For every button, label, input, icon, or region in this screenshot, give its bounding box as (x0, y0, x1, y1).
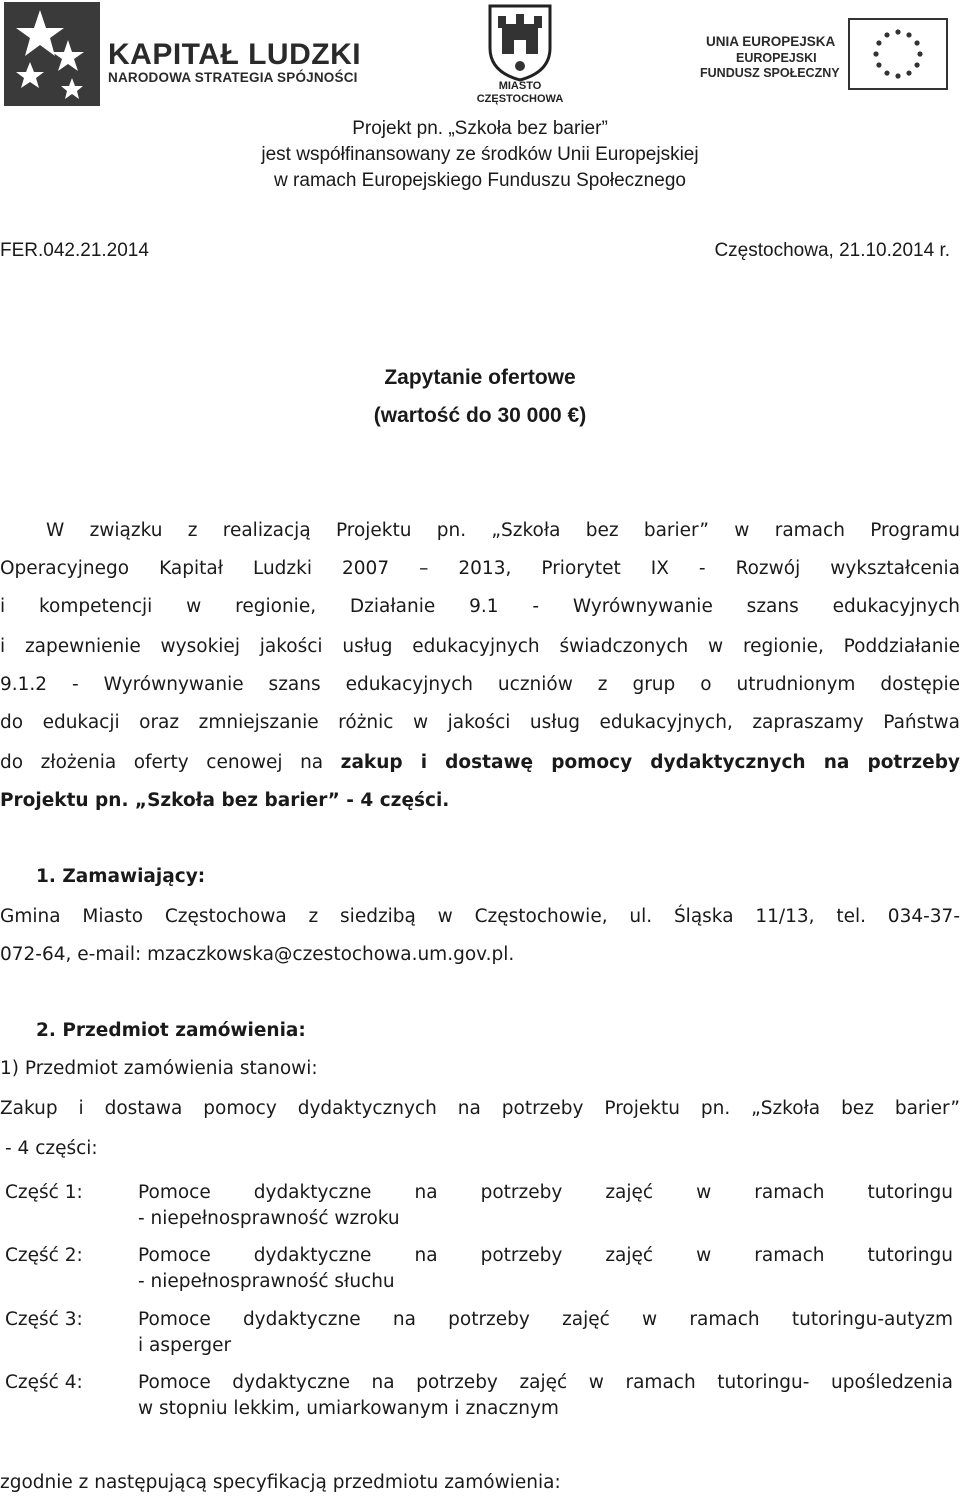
part-3-line-1: Pomoce dydaktyczne na potrzeby zajęć w ramach tutoringu-autyzm (138, 1309, 953, 1330)
eu-union-label: UNIA EUROPEJSKA (706, 34, 836, 49)
eu-star-icon (876, 40, 881, 45)
section-1-heading: 1. Zamawiający: (36, 866, 206, 887)
part-1-line-1: Pomoce dydaktyczne na potrzeby zajęć w ramach tutoringu (138, 1182, 953, 1203)
part-4-line-2: w stopniu lekkim, umiarkowanym i znacznym (138, 1398, 559, 1419)
reference-number: FER.042.21.2014 (0, 240, 149, 261)
eu-star-icon (876, 62, 881, 67)
section-2-subheading: 1) Przedmiot zamówienia stanowi: (0, 1058, 318, 1079)
part-3-line-2: i asperger (138, 1335, 232, 1356)
part-2-label: Część 2: (5, 1245, 83, 1266)
eu-star-icon (884, 70, 889, 75)
section-2-heading: 2. Przedmiot zamówienia: (36, 1020, 306, 1041)
eu-fund-label-2: FUNDUSZ SPOŁECZNY (700, 66, 840, 80)
part-2-line-1: Pomoce dydaktyczne na potrzeby zajęć w ramach tutoringu (138, 1245, 953, 1266)
part-1-label: Część 1: (5, 1182, 83, 1203)
intro-line-4: i zapewnienie wysokiej jakości usług edukacyjnych świadczonych w regionie, Poddziałanie (0, 636, 960, 657)
part-3-label: Część 3: (5, 1309, 83, 1330)
eu-star-icon (873, 51, 878, 56)
document-subtitle: (wartość do 30 000 €) (373, 404, 587, 427)
part-4-line-1: Pomoce dydaktyczne na potrzeby zajęć w ramach tutoringu- upośledzenia (138, 1372, 953, 1393)
header-line-2: jest współfinansowany ze środków Unii Europejskiej (261, 144, 699, 165)
eu-star-icon (895, 29, 900, 34)
document-title: Zapytanie ofertowe (384, 366, 576, 389)
section-2-line-2: - 4 części: (5, 1138, 98, 1159)
eu-star-icon (914, 62, 919, 67)
intro-line-1: W związku z realizacją Projektu pn. „Szkoła bez barier” w ramach Programu (46, 520, 960, 541)
part-4-label: Część 4: (5, 1372, 83, 1393)
kapital-ludzki-name: KAPITAŁ LUDZKI (108, 38, 362, 71)
city-name-line1: MIASTO (498, 80, 542, 92)
eu-star-icon (895, 73, 900, 78)
intro-line-7: do złożenia oferty cenowej na zakup i dostawę pomocy dydaktycznych na potrzeby (0, 752, 960, 773)
eu-star-icon (917, 51, 922, 56)
eu-star-icon (906, 32, 911, 37)
kapital-ludzki-tagline: NARODOWA STRATEGIA SPÓJNOŚCI (108, 70, 358, 85)
intro-line-3: i kompetencji w regionie, Działanie 9.1 - Wyrównywanie szans edukacyjnych (0, 596, 960, 617)
header-line-3: w ramach Europejskiego Funduszu Społecznego (274, 170, 686, 191)
place-date: Częstochowa, 21.10.2014 r. (714, 240, 950, 261)
eu-star-icon (906, 70, 911, 75)
intro-line-8: Projektu pn. „Szkoła bez barier” - 4 części. (0, 790, 450, 811)
eu-star-icon (884, 32, 889, 37)
eu-fund-label-1: EUROPEJSKI (736, 51, 817, 65)
section-1-line-1: Gmina Miasto Częstochowa z siedzibą w Częstochowie, ul. Śląska 11/13, tel. 034-37- (0, 906, 960, 927)
part-1-line-2: - niepełnosprawność wzroku (138, 1208, 400, 1229)
intro-line-5: 9.1.2 - Wyrównywanie szans edukacyjnych uczniów z grup o utrudnionym dostępie (0, 674, 960, 695)
section-1-line-2: 072-64, e-mail: mzaczkowska@czestochowa.um.gov.pl. (0, 944, 515, 965)
specification-intro: zgodnie z następującą specyfikacją przedmiotu zamówienia: (0, 1472, 561, 1493)
intro-line-6: do edukacji oraz zmniejszanie różnic w jakości usług edukacyjnych, zapraszamy Państwa (0, 712, 960, 733)
eu-star-icon (914, 40, 919, 45)
section-2-line-1: Zakup i dostawa pomocy dydaktycznych na potrzeby Projektu pn. „Szkoła bez barier” (0, 1098, 960, 1119)
header-line-1: Projekt pn. „Szkoła bez barier” (352, 118, 608, 139)
intro-line-2: Operacyjnego Kapitał Ludzki 2007 – 2013, Priorytet IX - Rozwój wykształcenia (0, 558, 960, 579)
city-name-line2: CZĘSTOCHOWA (476, 93, 564, 105)
part-2-line-2: - niepełnosprawność słuchu (138, 1271, 395, 1292)
eu-flag-icon (848, 18, 948, 90)
